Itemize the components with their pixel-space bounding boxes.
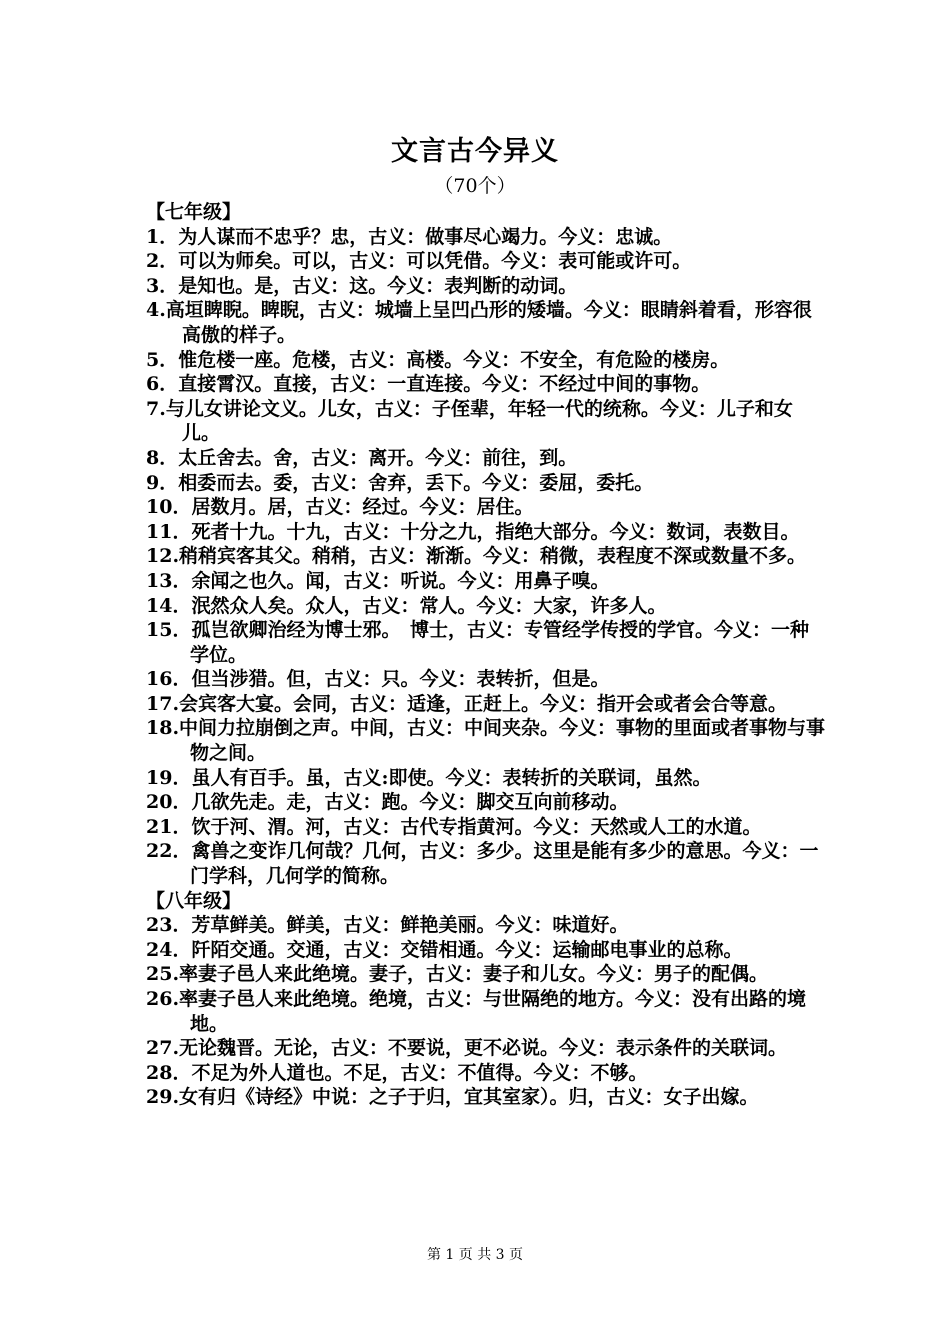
list-item: 13．余闻之也久。闻，古义：听说。今义：用鼻子嗅。 — [146, 569, 610, 592]
list-item: 5．惟危楼一座。危楼，古义：高楼。今义：不安全，有危险的楼房。 — [146, 348, 730, 371]
page-number: 第 1 页 共 3 页 — [426, 1247, 524, 1263]
list-item: 18.中间力拉崩倒之声。中间，古义：中间夹杂。今义：事物的里面或者事物与事物之间。 — [146, 717, 826, 765]
section-heading-grade-7: 【七年级】 — [146, 201, 242, 223]
section-heading-grade-8: 【八年级】 — [146, 889, 242, 912]
list-item: 8．太丘舍去。舍，古义：离开。今义：前往，到。 — [146, 446, 578, 469]
document-body — [146, 200, 826, 1110]
list-item: 9．相委而去。委，古义：舍弃，丢下。今义：委屈，委托。 — [146, 471, 654, 494]
list-item: 27.无论魏晋。无论，古义：不要说，更不必说。今义：表示条件的关联词。 — [146, 1037, 788, 1060]
list-item: 17.会宾客大宴。会同，古义：适逢，正赶上。今义：指开会或者会合等意。 — [146, 692, 788, 715]
list-item: 6．直接霄汉。直接，古义：一直连接。今义：不经过中间的事物。 — [146, 373, 711, 396]
list-item: 3．是知也。是，古义：这。今义：表判断的动词。 — [146, 274, 578, 297]
list-item: 21．饮于河、渭。河，古义：古代专指黄河。今义：天然或人工的水道。 — [146, 815, 762, 838]
list-item: 4.高垣睥睨。睥睨，古义：城墙上呈凹凸形的矮墙。今义：眼睛斜着看，形容很高傲的样子。 — [146, 299, 812, 346]
list-item: 20．几欲先走。走，古义：跑。今义：脚交互向前移动。 — [146, 791, 629, 814]
page-subtitle: （70个） — [434, 175, 516, 197]
list-item: 11．死者十九。十九，古义：十分之九，指绝大部分。今义：数词，表数目。 — [146, 520, 800, 543]
list-item: 12.稍稍宾客其父。稍稍，古义：渐渐。今义：稍微，表程度不深或数量不多。 — [146, 545, 807, 568]
list-item: 24．阡陌交通。交通，古义：交错相通。今义：运输邮电事业的总称。 — [146, 938, 743, 961]
list-item: 22．禽兽之变诈几何哉？几何，古义：多少。这里是能有多少的意思。今义：一门学科，几何学的简称。 — [146, 840, 819, 888]
list-item: 26.率妻子邑人来此绝境。绝境，古义：与世隔绝的地方。今义：没有出路的境地。 — [146, 988, 807, 1035]
list-item: 25.率妻子邑人来此绝境。妻子，古义：妻子和儿女。今义：男子的配偶。 — [146, 963, 769, 986]
list-item: 15．孤岂欲卿治经为博士邪。 博士，古义：专管经学传授的学官。今义：一种学位。 — [146, 619, 809, 666]
list-item: 7.与儿女讲论文义。儿女，古义：子侄辈，年轻一代的统称。今义：儿子和女儿。 — [146, 397, 793, 445]
list-item: 16．但当涉猎。但，古义：只。今义：表转折，但是。 — [146, 668, 610, 691]
list-item: 23．芳草鲜美。鲜美，古义：鲜艳美丽。今义：味道好。 — [146, 914, 629, 937]
list-item: 2．可以为师矣。可以，古义：可以凭借。今义：表可能或许可。 — [146, 250, 692, 273]
list-item: 29.女有归《诗经》中说：之子于归，宜其室家）。归，古义：女子出嫁。 — [146, 1086, 759, 1109]
list-item: 19．虽人有百手。虽，古义:即使。今义：表转折的关联词，虽然。 — [146, 766, 712, 789]
page-title: 文言古今异义 — [391, 136, 559, 167]
list-item: 10．居数月。居，古义：经过。今义：居住。 — [146, 496, 534, 519]
list-item: 28．不足为外人道也。不足，古义：不值得。今义：不够。 — [146, 1061, 648, 1084]
list-item: 1．为人谋而不忠乎？忠，古义：做事尽心竭力。今义：忠诚。 — [146, 225, 673, 248]
list-item: 14．泯然众人矣。众人，古义：常人。今义：大家，许多人。 — [146, 594, 667, 617]
